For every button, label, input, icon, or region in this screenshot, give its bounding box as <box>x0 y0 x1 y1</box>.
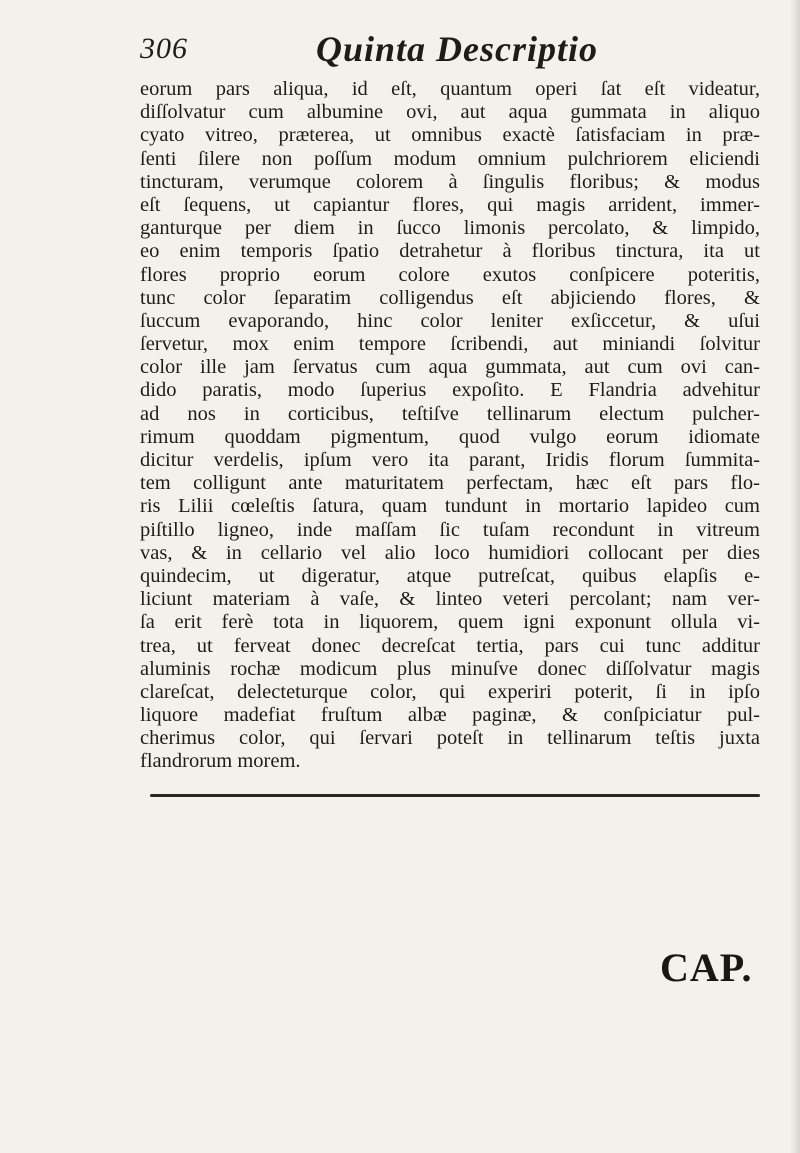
text-line: eo enim temporis ſpatio detrahetur à floribus tinctura, ita ut <box>140 240 760 263</box>
text-line: trea, ut ferveat donec decreſcat tertia, pars cui tunc additur <box>140 634 760 657</box>
text-line: ſenti ſilere non poſſum modum omnium pulchriorem eliciendi <box>140 147 760 170</box>
text-line: tem colligunt ante maturitatem perfectam, hæc eſt pars flo- <box>140 472 760 495</box>
text-line: vas, & in cellario vel alio loco humidiori collocant per dies <box>140 541 760 564</box>
text-line: piſtillo ligneo, inde maſſam ſic tuſam recondunt in vitreum <box>140 518 760 541</box>
running-head: Quinta Descriptio <box>316 29 599 69</box>
catchword: CAP. <box>660 945 753 990</box>
horizontal-rule <box>150 794 760 797</box>
text-line: dicitur verdelis, ipſum vero ita parant, Iridis florum ſummita- <box>140 449 760 471</box>
text-line: flores proprio eorum colore exutos conſpicere poteritis, <box>140 263 760 286</box>
page-edge-shadow <box>790 0 800 1153</box>
text-line: diſſolvatur cum albumine ovi, aut aqua gummata in aliquo <box>140 101 760 124</box>
text-line: eorum pars aliqua, id eſt, quantum operi ſat eſt videatur, <box>140 78 760 100</box>
text-line: quindecim, ut digeratur, atque putreſcat, quibus elapſis e- <box>140 564 760 587</box>
text-line: clareſcat, delecteturque color, qui experiri poterit, ſi in ipſo <box>140 680 760 703</box>
text-line: ris Lilii cœleſtis ſatura, quam tundunt in mortario lapideo cum <box>140 495 760 518</box>
body-text <box>140 78 760 774</box>
text-line: rimum quoddam pigmentum, quod vulgo eorum idiomate <box>140 425 760 448</box>
text-line: ganturque per diem in ſucco limonis percolato, & limpido, <box>140 217 760 240</box>
text-line: eſt ſequens, ut capiantur flores, qui magis arrident, immer- <box>140 193 760 216</box>
text-line: ſa erit ferè tota in liquorem, quem igni exponunt ollula vi- <box>140 611 760 634</box>
text-line: color ille jam ſervatus cum aqua gummata, aut cum ovi can- <box>140 356 760 379</box>
text-line: liquore madefiat fruſtum albæ paginæ, & conſpiciatur pul- <box>140 704 760 727</box>
text-line: liciunt materiam à vaſe, & linteo veteri percolant; nam ver- <box>140 588 760 611</box>
text-line: dido paratis, modo ſuperius expoſito. E Flandria advehitur <box>140 379 760 402</box>
text-line: ſuccum evaporando, hinc color leniter exſiccetur, & uſui <box>140 309 760 332</box>
text-line: tincturam, verumque colorem à ſingulis floribus; & modus <box>140 170 760 193</box>
text-line: ad nos in corticibus, teſtiſve tellinarum electum pulcher- <box>140 402 760 425</box>
text-line: aluminis rochæ modicum plus minuſve donec diſſolvatur magis <box>140 657 760 680</box>
text-line: cherimus color, qui ſervari poteſt in tellinarum teſtis juxta <box>140 727 760 750</box>
page-header <box>140 28 760 72</box>
text-line: ſervetur, mox enim tempore ſcribendi, aut miniandi ſolvitur <box>140 333 760 356</box>
text-line: tunc color ſeparatim colligendus eſt abjiciendo flores, & <box>140 286 760 309</box>
text-line: cyato vitreo, præterea, ut omnibus exactè ſatisfaciam in præ- <box>140 124 760 147</box>
text-line: flandrorum morem. <box>140 750 301 773</box>
page-number: 306 <box>140 32 188 65</box>
